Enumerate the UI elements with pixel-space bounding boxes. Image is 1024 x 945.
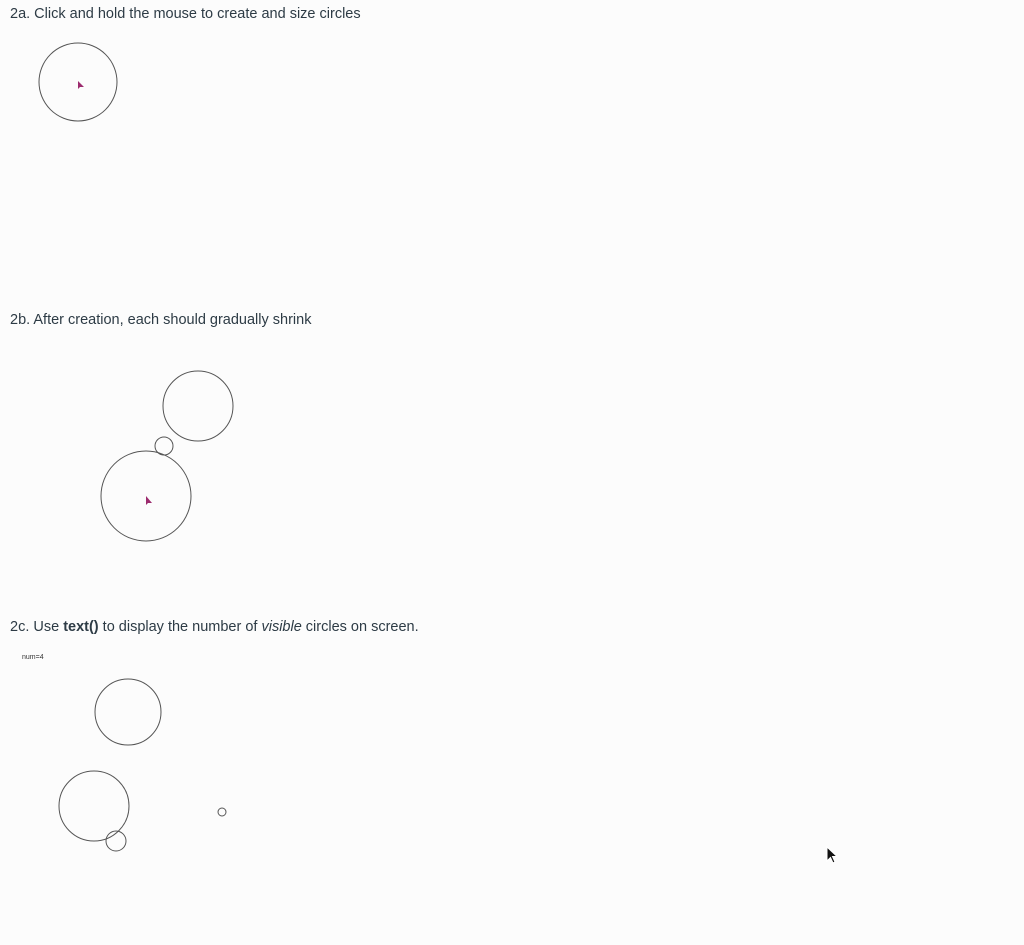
emphasis-visible: visible <box>261 619 302 635</box>
circle <box>95 679 161 745</box>
mouse-pointer-icon <box>826 846 840 866</box>
sketch-canvas-2b[interactable] <box>0 338 1024 608</box>
section-2b-heading-text: 2b. After creation, each should gradually shrink <box>10 312 312 328</box>
section-2c-heading-middle: to display the number of <box>98 619 262 635</box>
circle <box>218 808 226 816</box>
section-2a-heading <box>10 4 361 24</box>
section-2a-heading-text: 2a. Click and hold the mouse to create and size circles <box>10 6 361 22</box>
sketch-cursor-icon <box>78 81 84 89</box>
sketch-canvas-2a[interactable] <box>0 30 1024 300</box>
circle <box>106 831 126 851</box>
circle <box>163 371 233 441</box>
code-text-function: text() <box>63 619 99 635</box>
sketch-cursor-icon <box>146 496 152 505</box>
circle <box>59 771 129 841</box>
sketch-canvas-2c[interactable] <box>0 645 1024 925</box>
visible-circle-counter: num=4 <box>22 654 44 661</box>
section-2c-heading-suffix: circles on screen. <box>301 619 419 635</box>
section-2b-heading <box>10 310 311 330</box>
section-2c-heading-prefix: 2c. Use <box>10 619 64 635</box>
section-2c-heading <box>10 617 419 637</box>
